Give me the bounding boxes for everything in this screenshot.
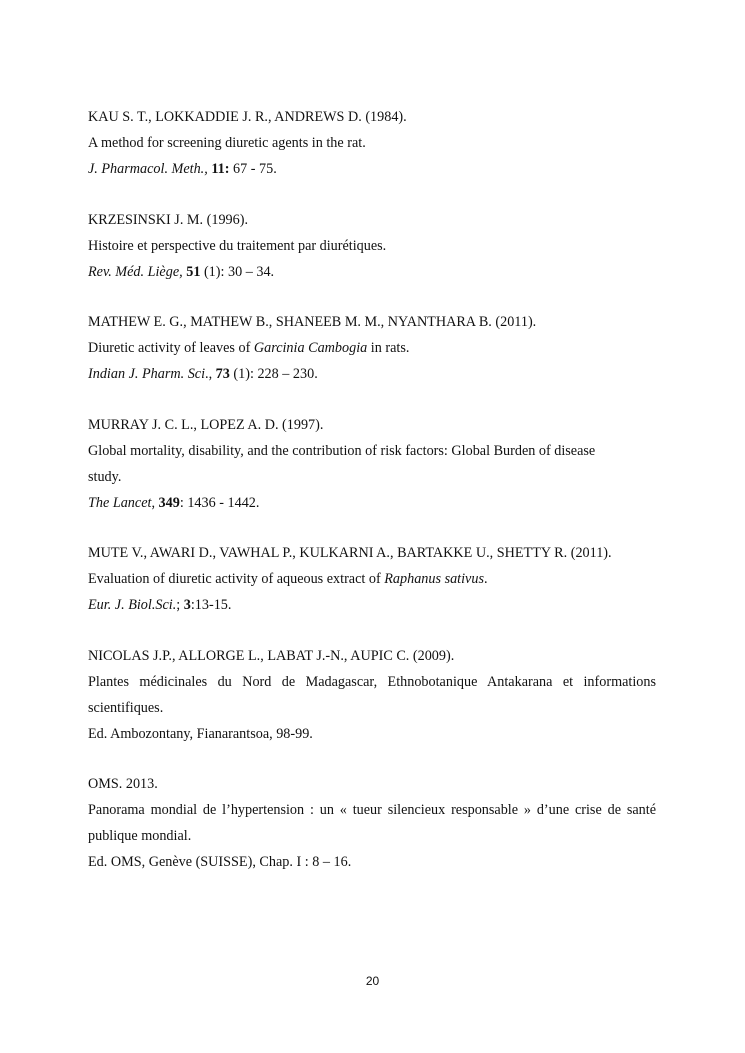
reference-publisher: Ed. OMS, Genève (SUISSE), Chap. I : 8 – 16. bbox=[88, 854, 352, 870]
reference-authors: OMS. 2013. bbox=[88, 776, 158, 792]
page-range: 67 - 75. bbox=[229, 161, 277, 177]
title-text: in rats. bbox=[367, 340, 410, 356]
volume-number: 349 bbox=[158, 494, 180, 511]
reference-nicolas-2009 bbox=[88, 643, 656, 747]
journal-name: J. Pharmacol. Meth., bbox=[88, 161, 208, 177]
reference-authors: MUTE V., AWARI D., VAWHAL P., KULKARNI A., BARTAKKE U., SHETTY R. (2011). bbox=[88, 545, 612, 561]
title-text: Diuretic activity of leaves of bbox=[88, 340, 254, 356]
reference-authors: KRZESINSKI J. M. (1996). bbox=[88, 211, 249, 228]
reference-publisher: Ed. Ambozontany, Fianarantsoa, 98-99. bbox=[88, 725, 313, 742]
reference-title: Histoire et perspective du traitement par diurétiques. bbox=[88, 237, 387, 254]
reference-title: Global mortality, disability, and the contribution of risk factors: Global Burden of disease bbox=[88, 442, 596, 459]
reference-source bbox=[88, 490, 656, 516]
reference-source bbox=[88, 259, 656, 285]
reference-oms-2013 bbox=[88, 771, 656, 875]
page-number: 20 bbox=[365, 974, 380, 988]
volume-number: 73 bbox=[215, 366, 230, 382]
page-range: :13-15. bbox=[190, 597, 232, 613]
reference-kau-1984 bbox=[88, 104, 656, 182]
reference-authors: NICOLAS J.P., ALLORGE L., LABAT J.-N., AUPIC C. (2009). bbox=[88, 647, 455, 664]
reference-title: Panorama mondial de l’hypertension : un « tueur silencieux responsable » d’une crise de santé publique mondial. bbox=[88, 802, 656, 844]
reference-title bbox=[88, 335, 656, 361]
reference-authors: MURRAY J. C. L., LOPEZ A. D. (1997). bbox=[88, 416, 324, 433]
reference-murray-1997 bbox=[88, 412, 656, 516]
journal-punctuation: , bbox=[151, 494, 159, 511]
reference-krzesinski-1996 bbox=[88, 207, 656, 285]
reference-authors: KAU S. T., LOKKADDIE J. R., ANDREWS D. (1984). bbox=[88, 109, 407, 125]
journal-name: Rev. Méd. Liège, bbox=[88, 263, 183, 280]
reference-title-continued: study. bbox=[88, 468, 122, 485]
reference-mathew-2011 bbox=[88, 309, 656, 387]
journal-name: Indian J. Pharm. Sci bbox=[88, 366, 206, 382]
journal-name: Eur. J. Biol.Sci. bbox=[88, 597, 177, 613]
species-name: Raphanus sativus bbox=[384, 571, 484, 587]
reference-title: A method for screening diuretic agents in the rat. bbox=[88, 135, 366, 151]
reference-authors: MATHEW E. G., MATHEW B., SHANEEB M. M., NYANTHARA B. (2011). bbox=[88, 314, 537, 330]
volume-number: 51 bbox=[186, 263, 201, 280]
page-range: (1): 228 – 230. bbox=[229, 366, 318, 382]
title-text: Evaluation of diuretic activity of aqueous extract of bbox=[88, 571, 385, 587]
reference-title bbox=[88, 566, 656, 592]
volume-number: 3 bbox=[183, 597, 191, 613]
journal-name: The Lancet bbox=[88, 494, 152, 511]
title-text: . bbox=[483, 571, 488, 587]
journal-punctuation: ; bbox=[176, 597, 184, 613]
reference-source bbox=[88, 361, 656, 387]
reference-source bbox=[88, 156, 656, 182]
journal-punctuation: ., bbox=[205, 366, 216, 382]
reference-list bbox=[88, 104, 656, 900]
reference-title: Plantes médicinales du Nord de Madagascar, Ethnobotanique Antakarana et informations scientifiques. bbox=[88, 673, 656, 716]
reference-source bbox=[88, 592, 656, 618]
page-range: : 1436 - 1442. bbox=[179, 494, 260, 511]
species-name: Garcinia Cambogia bbox=[253, 340, 368, 356]
volume-number: 11: bbox=[211, 161, 230, 177]
page-range: (1): 30 – 34. bbox=[200, 263, 275, 280]
reference-mute-2011 bbox=[88, 540, 656, 618]
